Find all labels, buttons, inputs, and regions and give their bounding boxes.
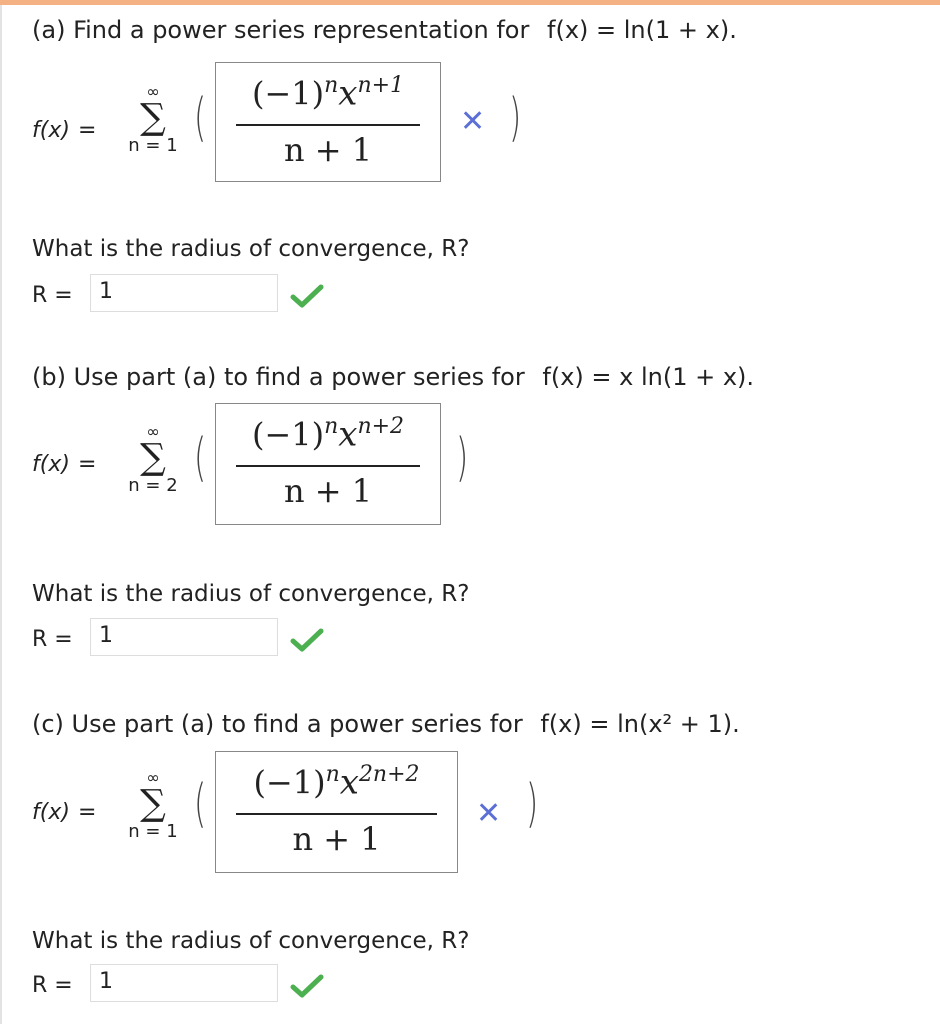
part-b-close-paren: ): [456, 428, 469, 488]
part-c-radius-input[interactable]: 1: [90, 964, 278, 1002]
part-b-fx: f(x) =: [32, 452, 97, 477]
part-a-radius-input[interactable]: 1: [90, 274, 278, 312]
part-a-open-paren: (: [194, 88, 207, 148]
part-a-answer-box[interactable]: $(-1)^nx^{n+1}$ n + 1: [215, 62, 441, 182]
part-a-close-paren: ): [509, 88, 522, 148]
part-b-r-label: R =: [32, 627, 73, 652]
part-a-r-label: R =: [32, 283, 73, 308]
part-b-radius-question: What is the radius of convergence, R?: [32, 581, 470, 607]
part-b-function: f(x) = x ln(1 + x).: [542, 363, 755, 391]
part-c-question: [32, 710, 740, 738]
x-mark-icon: ✕: [476, 796, 502, 831]
part-b-question: [32, 363, 754, 391]
part-b-label: (b) Use part (a) to find a power series for: [32, 363, 525, 391]
left-rule: [0, 5, 2, 1024]
top-accent-rule: [0, 0, 940, 5]
part-a-function: f(x) = ln(1 + x).: [547, 16, 737, 44]
part-c-sum: ∞ ∑ n = 1: [128, 768, 178, 842]
part-b-open-paren: (: [194, 428, 207, 488]
part-c-fx: f(x) =: [32, 800, 97, 825]
checkmark-icon: [290, 974, 324, 998]
part-a-radius-question: What is the radius of convergence, R?: [32, 236, 470, 262]
part-c-answer-box[interactable]: $(-1)^nx^{2n+2}$ n + 1: [215, 751, 458, 873]
checkmark-icon: [290, 628, 324, 652]
part-a-fx: f(x) =: [32, 118, 97, 143]
part-c-radius-question: What is the radius of convergence, R?: [32, 928, 470, 954]
part-b-radius-input[interactable]: 1: [90, 618, 278, 656]
part-b-answer-box[interactable]: $(-1)^nx^{n+2}$ n + 1: [215, 403, 441, 525]
part-c-close-paren: ): [526, 774, 539, 834]
checkmark-icon: [290, 284, 324, 308]
x-mark-icon: ✕: [460, 104, 486, 139]
part-a-sum: ∞ ∑ n = 1: [128, 82, 178, 156]
part-c-open-paren: (: [194, 774, 207, 834]
part-c-r-label: R =: [32, 973, 73, 998]
part-a-label: (a) Find a power series representation for: [32, 16, 530, 44]
part-b-sum: ∞ ∑ n = 2: [128, 422, 178, 496]
part-c-function: f(x) = ln(x² + 1).: [540, 710, 740, 738]
part-c-label: (c) Use part (a) to find a power series for: [32, 710, 523, 738]
part-a-question: [32, 16, 737, 44]
